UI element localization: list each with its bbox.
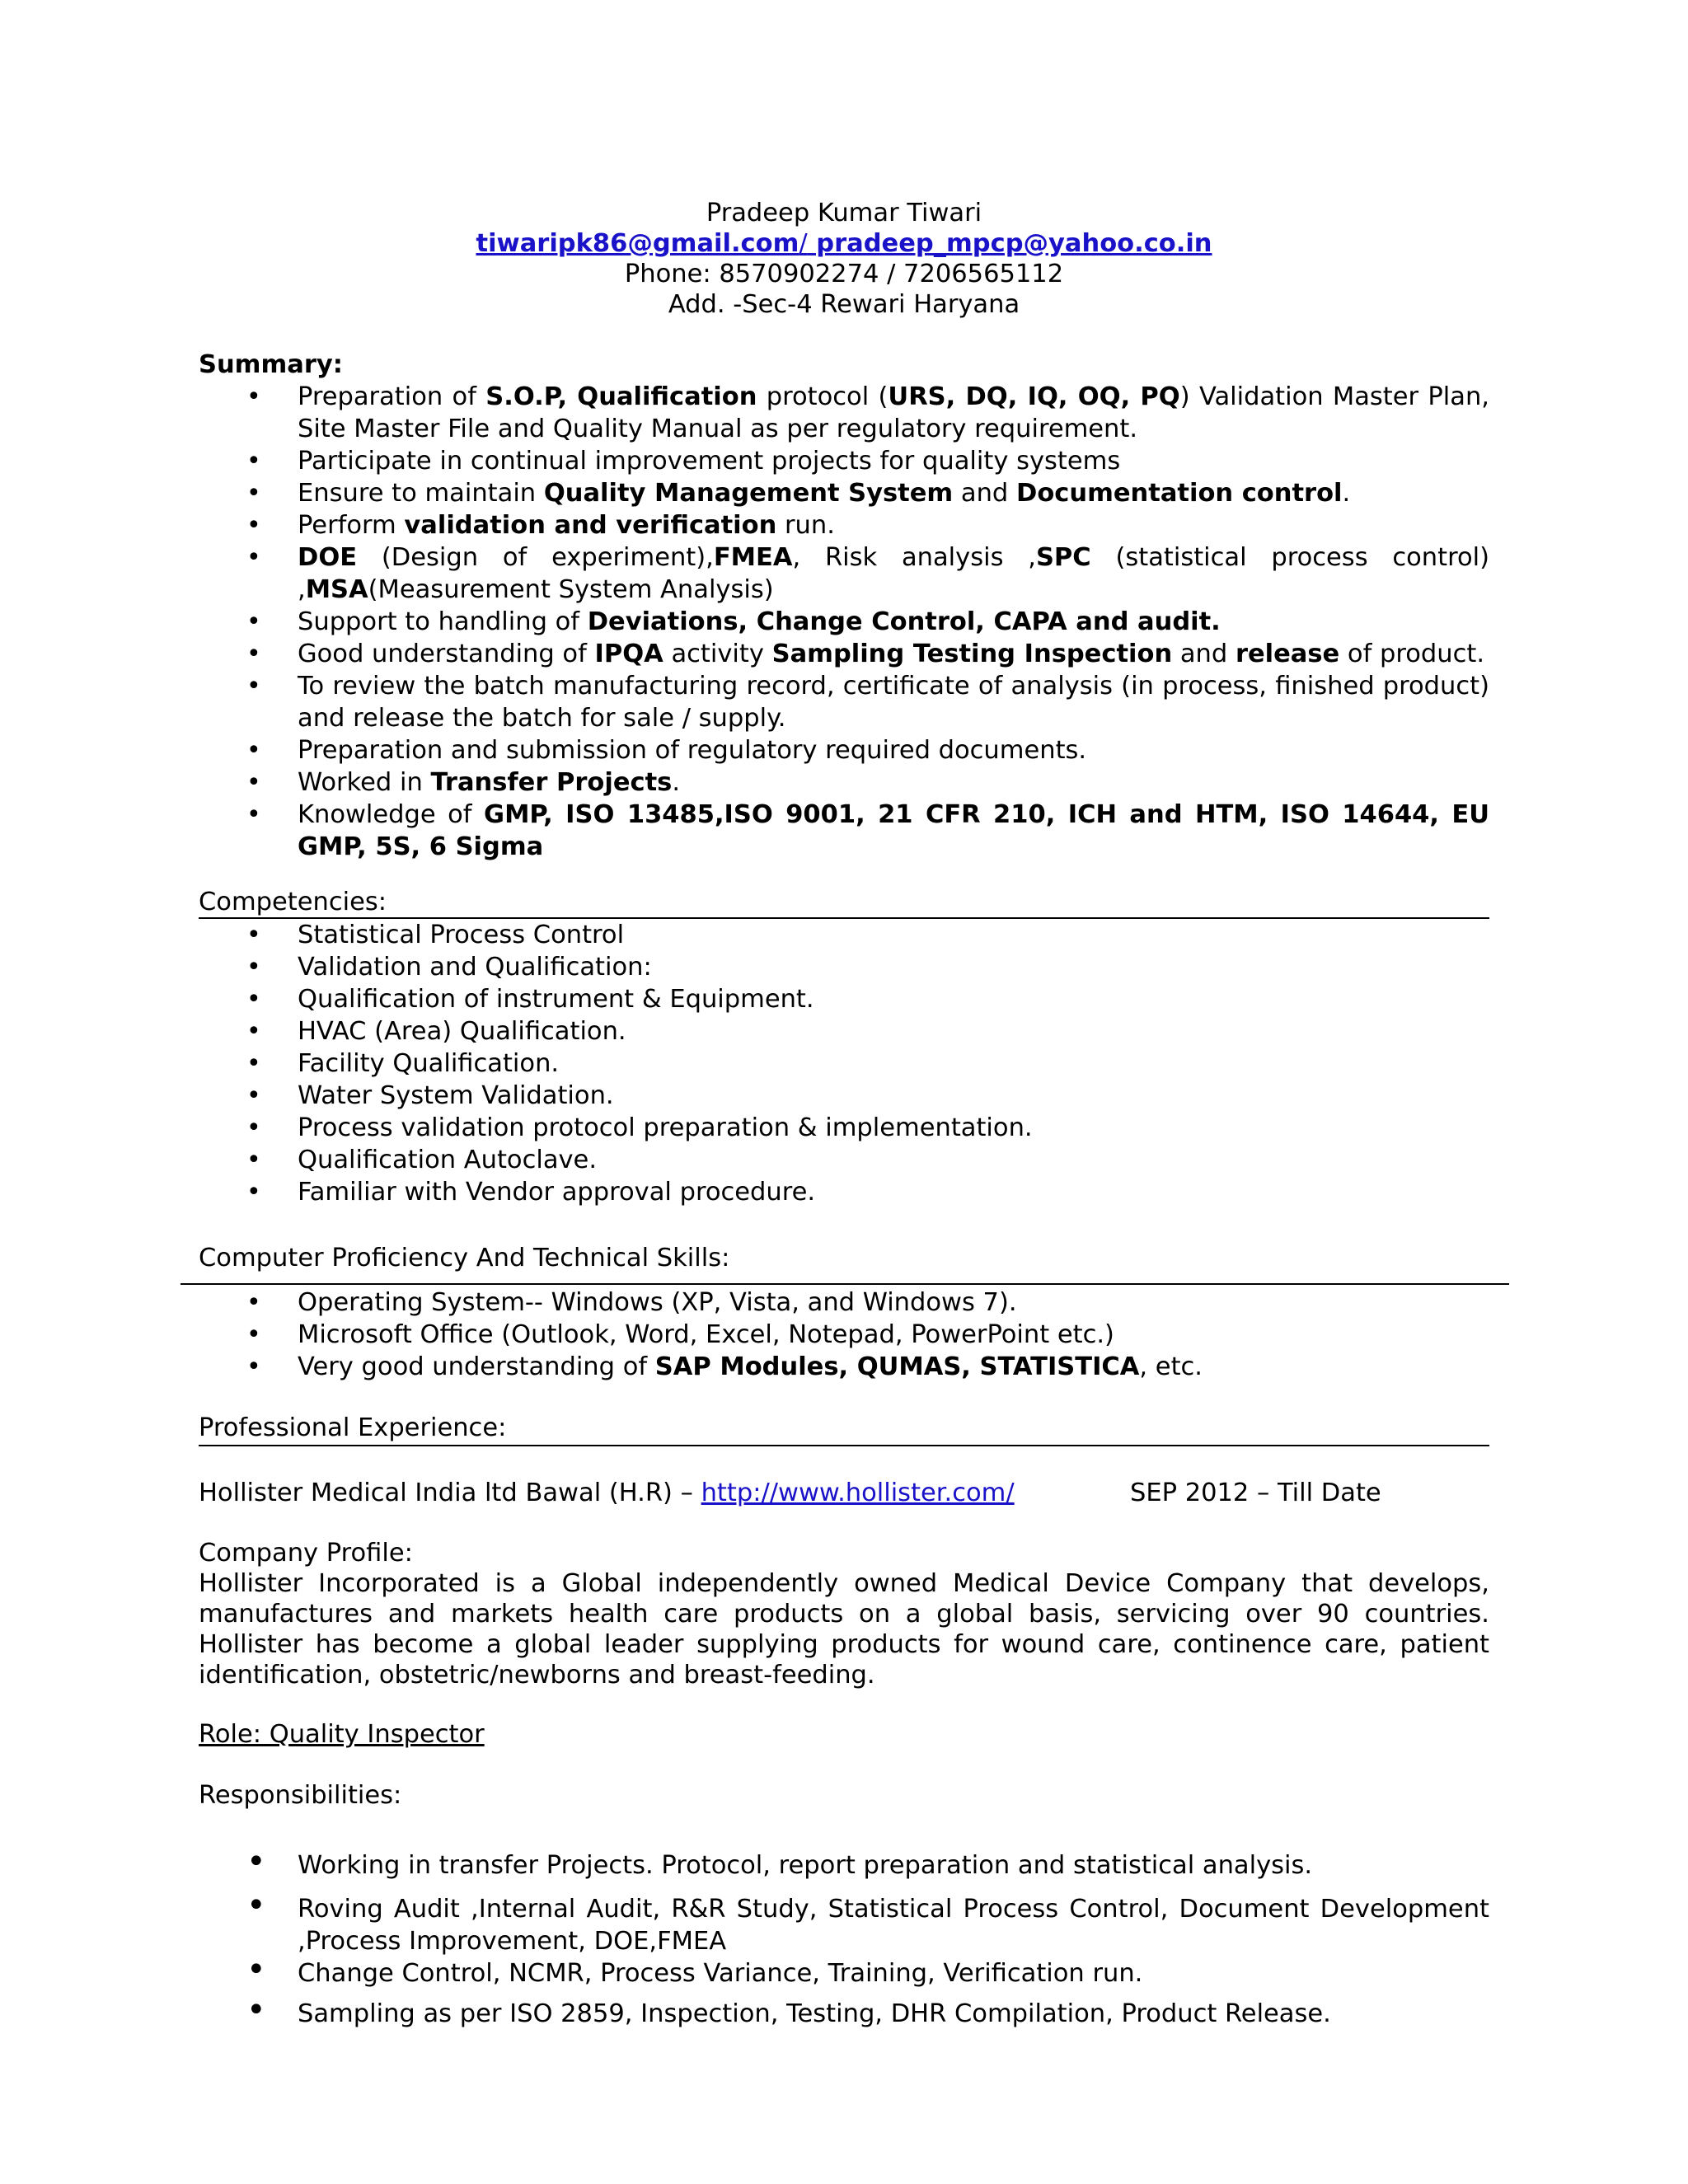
responsibility-item: • Sampling as per ISO 2859, Inspection, Testing, DHR Compilation, Product Release.: [199, 1998, 1489, 2030]
experience-heading: Professional Experience:: [199, 1413, 507, 1442]
summary-bold-text: URS, DQ, IQ, OQ, PQ: [888, 382, 1180, 411]
competency-item: • Qualification of instrument & Equipment.: [199, 983, 1489, 1015]
summary-item: [199, 734, 1489, 766]
summary-item: [199, 606, 1489, 638]
summary-item: [199, 381, 1489, 445]
summary-item: [199, 638, 1489, 670]
email-link-gmail[interactable]: tiwaripk86@gmail.com: [476, 229, 799, 258]
summary-text: Preparation and submission of regulatory required documents.: [298, 736, 1087, 765]
competency-item: • Familiar with Vendor approval procedure.: [199, 1176, 1489, 1208]
skill-item: [199, 1351, 1489, 1383]
skill-text: Operating System-- Windows (XP, Vista, and Windows 7).: [298, 1288, 1017, 1317]
competency-item: • Process validation protocol preparation & implementation.: [199, 1112, 1489, 1144]
responsibilities-list: [199, 1849, 1489, 2030]
summary-bold-text: Sampling Testing Inspection: [771, 640, 1173, 668]
computer-skills-list: [199, 1286, 1489, 1383]
responsibility-item: • Working in transfer Projects. Protocol, report preparation and statistical analysis.: [199, 1849, 1489, 1882]
email-line: [0, 228, 1688, 259]
summary-bold-text: IPQA: [594, 640, 663, 668]
responsibility-item: • Change Control, NCMR, Process Variance, Training, Verification run.: [199, 1957, 1489, 1990]
contact-header: [0, 198, 1688, 320]
summary-bold-text: validation and verification: [404, 511, 777, 540]
summary-item: [199, 509, 1489, 541]
summary-text: Participate in continual improvement projects for quality systems: [298, 447, 1121, 476]
summary-text: .: [672, 768, 681, 797]
summary-text: To review the batch manufacturing record, certificate of analysis (in process, finished product) and release the batch for sale / supply.: [298, 672, 1489, 733]
company-profile-heading: Company Profile:: [199, 1539, 413, 1568]
summary-bold-text: Documentation control: [1016, 479, 1343, 508]
summary-bold-text: Quality Management System: [543, 479, 954, 508]
competency-item: • HVAC (Area) Qualification.: [199, 1015, 1489, 1047]
summary-item: [199, 799, 1489, 863]
skill-text: Microsoft Office (Outlook, Word, Excel, Notepad, PowerPoint etc.): [298, 1320, 1114, 1349]
company-profile-text: Hollister Incorporated is a Global independently owned Medical Device Company that develops, manufactures and markets health care products on a global basis, servicing over 90 countries. Hollister has become a global leader supplying products for wound care, continence care, patient identification, obstetric/newborns and breast-feeding.: [199, 1569, 1489, 1690]
computer-skills-divider: [181, 1283, 1509, 1285]
summary-text: Ensure to maintain: [298, 479, 544, 508]
summary-text: protocol (: [757, 382, 889, 411]
summary-text: Good understanding of: [298, 640, 595, 668]
candidate-name: Pradeep Kumar Tiwari: [706, 199, 982, 227]
summary-bold-text: S.O.P, Qualification: [485, 382, 757, 411]
summary-bold-text: Transfer Projects: [430, 768, 673, 797]
summary-item: [199, 477, 1489, 509]
summary-bold-text: FMEA: [713, 543, 793, 572]
summary-text: .: [1342, 479, 1351, 508]
role-title: Role: Quality Inspector: [199, 1720, 485, 1749]
skill-text: , etc.: [1139, 1352, 1203, 1381]
summary-text: (Design of experiment),: [357, 543, 714, 572]
summary-item: [199, 445, 1489, 477]
responsibilities-heading: Responsibilities:: [199, 1781, 402, 1810]
summary-text: Worked in: [298, 768, 431, 797]
summary-bold-text: release: [1235, 640, 1340, 668]
competency-item: • Facility Qualification.: [199, 1047, 1489, 1080]
computer-skills-heading: Computer Proficiency And Technical Skills:: [199, 1244, 730, 1272]
skill-bold-text: SAP Modules, QUMAS, STATISTICA: [654, 1352, 1140, 1381]
employment-dates: SEP 2012 – Till Date: [1130, 1479, 1381, 1507]
skill-text: Very good understanding of: [298, 1352, 655, 1381]
summary-bold-text: GMP, ISO 13485,ISO 9001, 21 CFR 210, ICH and HTM, ISO 14644, EU GMP, 5S, 6 Sigma: [298, 800, 1489, 861]
summary-text: and: [953, 479, 1016, 508]
summary-text: Perform: [298, 511, 405, 540]
summary-text: of product.: [1339, 640, 1485, 668]
summary-bold-text: DOE: [298, 543, 358, 572]
summary-bold-text: Deviations, Change Control, CAPA and audit.: [587, 607, 1221, 636]
skill-item: [199, 1286, 1489, 1319]
email-link-yahoo[interactable]: pradeep_mpcp@yahoo.co.in: [807, 229, 1212, 258]
responsibility-item: • Roving Audit ,Internal Audit, R&R Study, Statistical Process Control, Document Development ,Process Improvement, DOE,FMEA: [199, 1893, 1489, 1957]
summary-text: Knowledge of: [298, 800, 485, 829]
competency-item: • Water System Validation.: [199, 1080, 1489, 1112]
phone-line: Phone: 8570902274 / 7206565112: [624, 260, 1064, 288]
summary-text: activity: [663, 640, 772, 668]
competency-item: • Validation and Qualification:: [199, 951, 1489, 983]
summary-text: Preparation of: [298, 382, 486, 411]
summary-text: (statistical process control) ,: [298, 543, 1489, 604]
company-url-link[interactable]: http://www.hollister.com/: [701, 1479, 1015, 1507]
company-name: Hollister Medical India ltd Bawal (H.R) –: [199, 1479, 701, 1507]
competency-item: • Statistical Process Control: [199, 919, 1489, 951]
summary-text: run.: [776, 511, 835, 540]
address-line: Add. -Sec-4 Rewari Haryana: [668, 290, 1020, 319]
summary-text: and: [1172, 640, 1236, 668]
summary-item: [199, 670, 1489, 734]
competencies-list: [199, 919, 1489, 1208]
skill-item: [199, 1319, 1489, 1351]
summary-item: [199, 541, 1489, 606]
summary-heading: Summary:: [199, 350, 343, 379]
company-line: [199, 1478, 1015, 1509]
summary-text: ) Validation Master Plan, Site Master File and Quality Manual as per regulatory requirement.: [298, 382, 1490, 443]
summary-bold-text: SPC: [1035, 543, 1091, 572]
summary-text: (Measurement System Analysis): [368, 575, 774, 604]
email-separator: /: [799, 229, 808, 258]
experience-divider: [199, 1445, 1489, 1446]
summary-bold-text: MSA: [305, 575, 368, 604]
summary-text: , Risk analysis ,: [792, 543, 1036, 572]
summary-list: [199, 381, 1489, 863]
competency-item: • Qualification Autoclave.: [199, 1144, 1489, 1176]
competencies-heading: Competencies:: [199, 888, 387, 916]
summary-item: [199, 766, 1489, 799]
summary-text: Support to handling of: [298, 607, 588, 636]
